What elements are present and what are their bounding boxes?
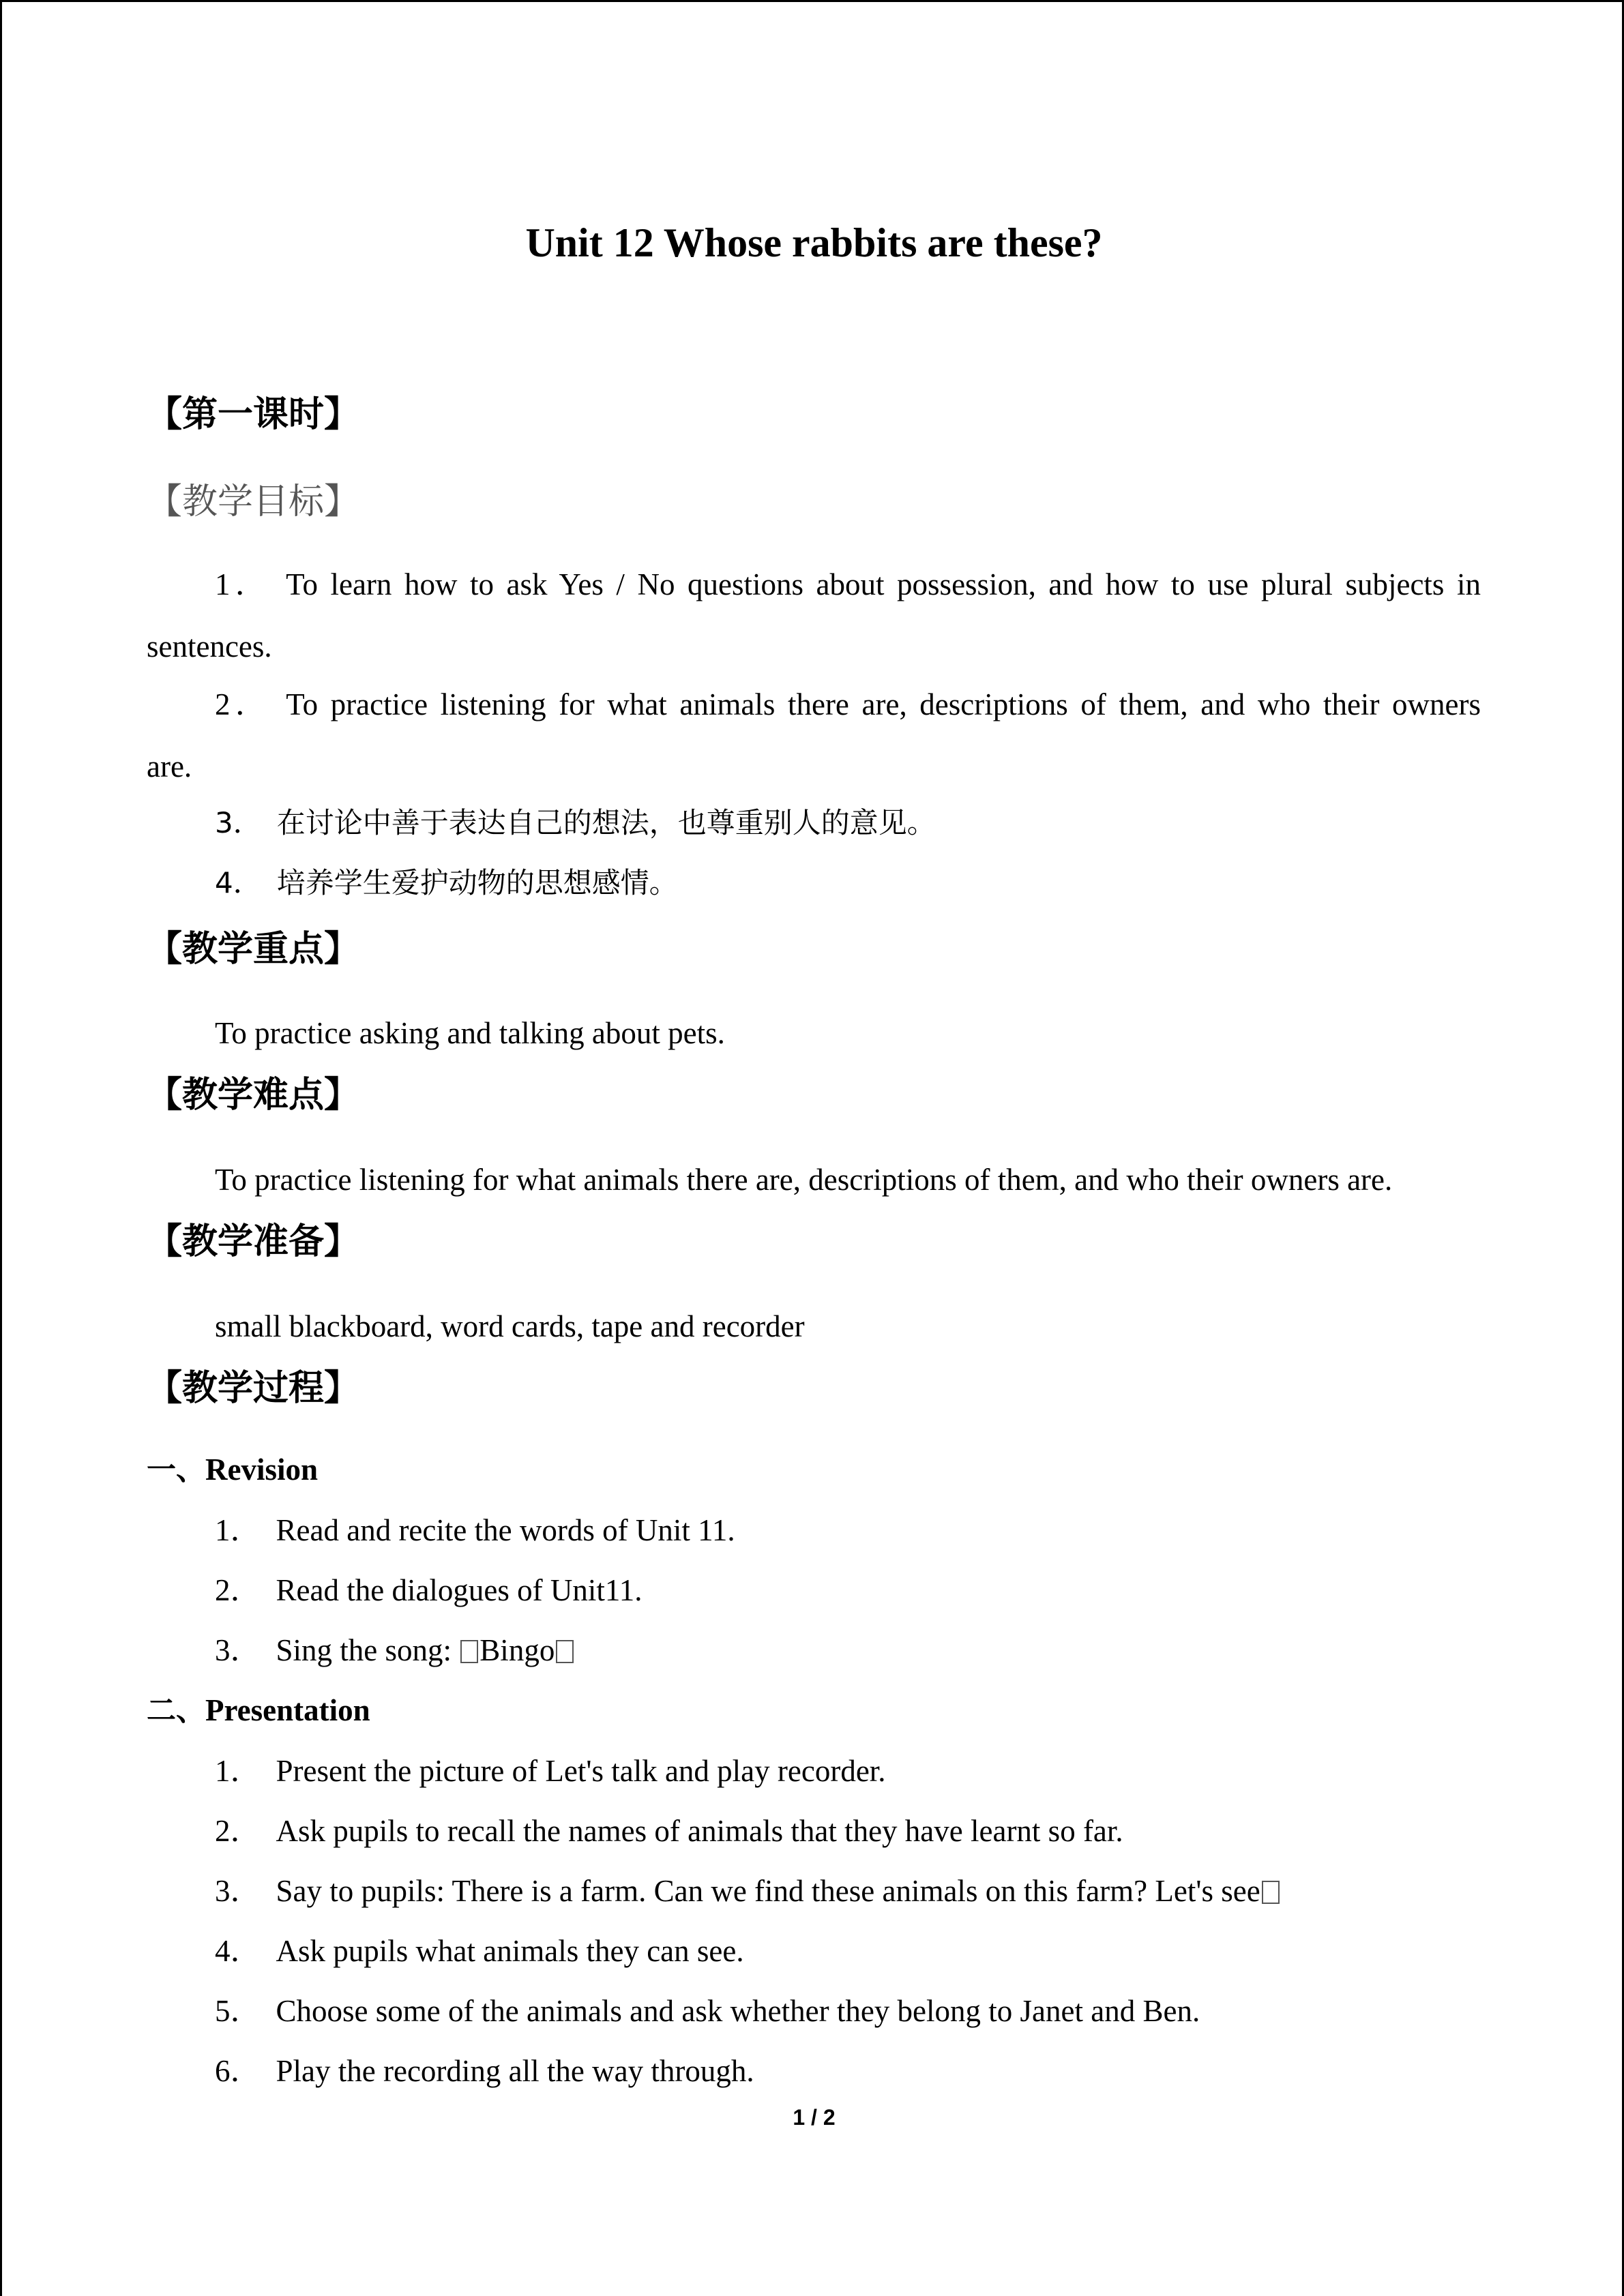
objective-item-3: 3． 在讨论中善于表达自己的想法，也尊重别人的意见。	[215, 806, 936, 839]
presentation-item-2: 2． Ask pupils to recall the names of animals that they have learnt so far.	[215, 1814, 1123, 1848]
revision-heading: 一、Revision	[147, 1452, 319, 1487]
objective-item-2-continued: are.	[147, 749, 192, 784]
objective-item-1-continued: sentences.	[147, 629, 272, 664]
preparation-text: small blackboard, word cards, tape and recorder	[215, 1309, 805, 1343]
key-points-text: To practice asking and talking about pets.	[215, 1016, 725, 1050]
preparation-heading: 【教学准备】	[147, 1221, 360, 1262]
objective-item-1: 1． To learn how to ask Yes / No questions about possession, and how to use plural subjects in	[215, 567, 1481, 601]
presentation-item-1: 1． Present the picture of Let's talk and play recorder.	[215, 1754, 886, 1788]
missing-glyph-box	[460, 1640, 478, 1663]
revision-item-3: 3． Sing the song: Bingo	[215, 1630, 575, 1671]
presentation-item-3: 3． Say to pupils: There is a farm. Can we find these animals on this farm? Let's see	[215, 1870, 1281, 1911]
objective-item-4: 4． 培养学生爱护动物的思想感情。	[215, 866, 678, 899]
process-heading: 【教学过程】	[147, 1368, 360, 1409]
presentation-item-5: 5． Choose some of the animals and ask whether they belong to Janet and Ben.	[215, 1994, 1200, 2028]
revision-item-2: 2． Read the dialogues of Unit11.	[215, 1573, 643, 1607]
page-number: 1 / 2	[793, 2105, 836, 2130]
key-points-heading: 【教学重点】	[147, 929, 360, 970]
revision-item-1: 1． Read and recite the words of Unit 11.	[215, 1513, 735, 1547]
missing-glyph-box	[556, 1640, 574, 1663]
lesson-heading: 【第一课时】	[147, 394, 360, 435]
objectives-heading: 【教学目标】	[147, 481, 360, 522]
missing-glyph-box	[1262, 1881, 1280, 1904]
difficulties-text: To practice listening for what animals there are, descriptions of them, and who their owners are.	[215, 1163, 1393, 1197]
objective-item-2: 2． To practice listening for what animals there are, descriptions of them, and who their owners	[215, 687, 1481, 721]
presentation-heading: 二、Presentation	[147, 1693, 370, 1728]
document-title: Unit 12 Whose rabbits are these?	[525, 220, 1103, 265]
presentation-item-4: 4． Ask pupils what animals they can see.	[215, 1934, 744, 1968]
difficulties-heading: 【教学难点】	[147, 1075, 360, 1116]
presentation-item-6: 6． Play the recording all the way through.	[215, 2054, 754, 2088]
